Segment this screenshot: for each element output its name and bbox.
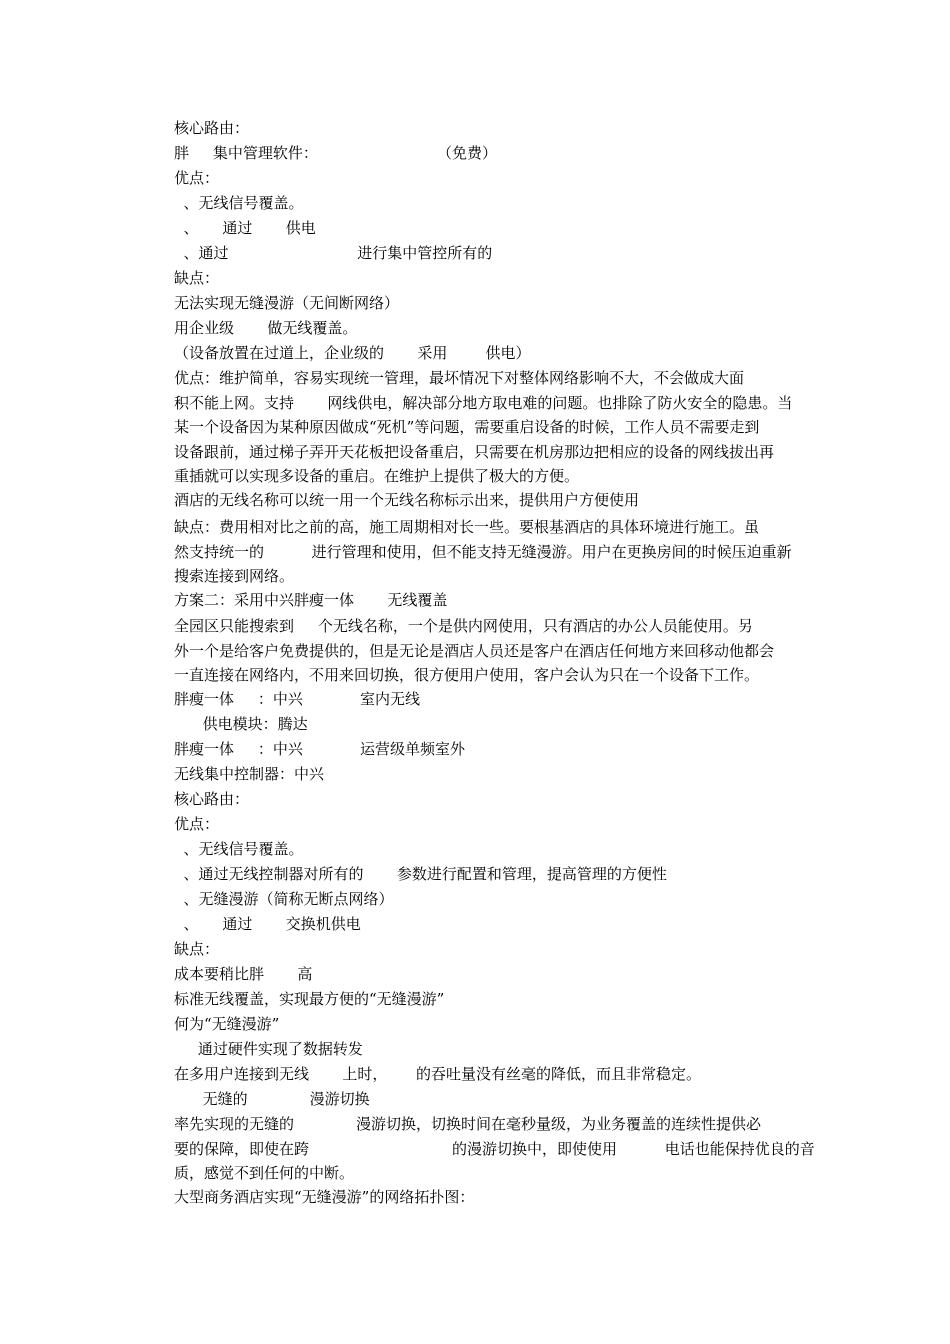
list-item-seamless-roaming: 、无缝漫游（简称无断点网络）: [174, 890, 394, 908]
paragraph-line: 然支持统一的 进行管理和使用，但不能支持无缝漫游。用户在更换房间的时候压迫重新: [174, 542, 792, 561]
paragraph-disadvantages: [174, 515, 812, 589]
text-enterprise-coverage: 用企业级 做无线覆盖。: [174, 319, 358, 337]
paragraph-line: 率先实现的无缝的 漫游切换，切换时间在毫秒量级，为业务覆盖的连续性提供必: [174, 1115, 761, 1133]
paragraph-line: 缺点：费用相对比之前的高，施工周期相对长一些。要根基酒店的具体环境进行施工。虽: [174, 518, 760, 536]
paragraph-roaming-switch: [174, 1112, 815, 1186]
paragraph-line: 某一个设备因为某种原因做成“死机”等问题，需要重启设备的时候，工作人员不需要走到: [174, 418, 760, 437]
text-outdoor-ap: 胖瘦一体 ：中兴 运营级单频室外: [174, 740, 466, 758]
heading-core-router-2: 核心路由：: [174, 790, 250, 808]
text-standard-coverage: 标准无线覆盖，实现最方便的“无缝漫游”: [174, 990, 445, 1008]
paragraph-line: 重插就可以实现多设备的重启。在维护上提供了极大的方便。: [174, 467, 580, 486]
text-device-placement: （设备放置在过道上，企业级的 采用 供电）: [174, 344, 531, 362]
heading-advantages: 优点：: [174, 169, 220, 187]
list-item-central-control: 、通过 进行集中管控所有的: [174, 244, 493, 262]
text-indoor-ap: 胖瘦一体 ：中兴 室内无线: [174, 690, 421, 708]
heading-disadvantages-2: 缺点：: [174, 940, 220, 958]
paragraph-line: 积不能上网。支持 网线供电，解决部分地方取电难的问题。也排除了防火安全的隐患。当: [174, 393, 793, 412]
paragraph-line: 全园区只能搜索到 个无线名称，一个是供内网使用，只有酒店的办公人员能使用。另: [174, 617, 753, 635]
list-item-coverage: 、无线信号覆盖。: [174, 194, 304, 212]
paragraph-campus-ssid: [174, 614, 812, 688]
text-cost: 成本要稍比胖 高: [174, 965, 313, 983]
text-fat-ap-software: 胖 集中管理软件： （免费）: [174, 144, 498, 162]
text-power-module: 供电模块：腾达: [174, 715, 308, 733]
heading-disadvantages: 缺点：: [174, 269, 220, 287]
heading-plan-two: 方案二：采用中兴胖瘦一体 无线覆盖: [174, 591, 448, 609]
paragraph-line: 搜索连接到网络。: [174, 567, 295, 586]
paragraph-line: 一直连接在网络内，不用来回切换，很方便用户使用，客户会认为只在一个设备下工作。: [174, 666, 760, 685]
paragraph-line: 要的保障，即使在跨 的漫游切换中，即使使用 电话也能保持优良的音: [174, 1139, 815, 1158]
text-no-roaming: 无法实现无缝漫游（无间断网络）: [174, 294, 400, 312]
paragraph-line: 外一个是给客户免费提供的，但是无论是酒店人员还是客户在酒店任何地方来回移动他都会: [174, 641, 775, 660]
heading-advantages-2: 优点：: [174, 815, 220, 833]
list-item-switch-power: 、 通过 交换机供电: [174, 915, 361, 933]
text-what-is-roaming: 何为“无缝漫游”: [174, 1015, 280, 1033]
list-item-coverage-2: 、无线信号覆盖。: [174, 840, 304, 858]
paragraph-line: 设备跟前，通过梯子弄开天花板把设备重启，只需要在机房那边把相应的设备的网线拔出再: [174, 442, 775, 461]
heading-core-router: 核心路由：: [174, 119, 250, 137]
paragraph-line: 优点：维护简单，容易实现统一管理，最坏情况下对整体网络影响不大，不会做成大面: [174, 369, 745, 387]
paragraph-line: 质，感觉不到任何的中断。: [174, 1164, 355, 1183]
text-roaming-switch: 无缝的 漫游切换: [174, 1090, 370, 1108]
list-item-controller-config: 、通过无线控制器对所有的 参数进行配置和管理，提高管理的方便性: [174, 865, 667, 883]
paragraph-advantages: [174, 366, 812, 489]
text-wireless-controller: 无线集中控制器：中兴: [174, 765, 325, 783]
text-hardware-forwarding: 通过硬件实现了数据转发: [174, 1040, 363, 1058]
list-item-power: 、 通过 供电: [174, 219, 316, 237]
text-topology-caption: 大型商务酒店实现“无缝漫游”的网络拓扑图：: [174, 1188, 475, 1206]
text-throughput: 在多用户连接到无线 上时， 的吞吐量没有丝毫的降低，而且非常稳定。: [174, 1065, 701, 1083]
text-unified-ssid: 酒店的无线名称可以统一用一个无线名称标示出来，提供用户方便使用: [174, 491, 640, 509]
